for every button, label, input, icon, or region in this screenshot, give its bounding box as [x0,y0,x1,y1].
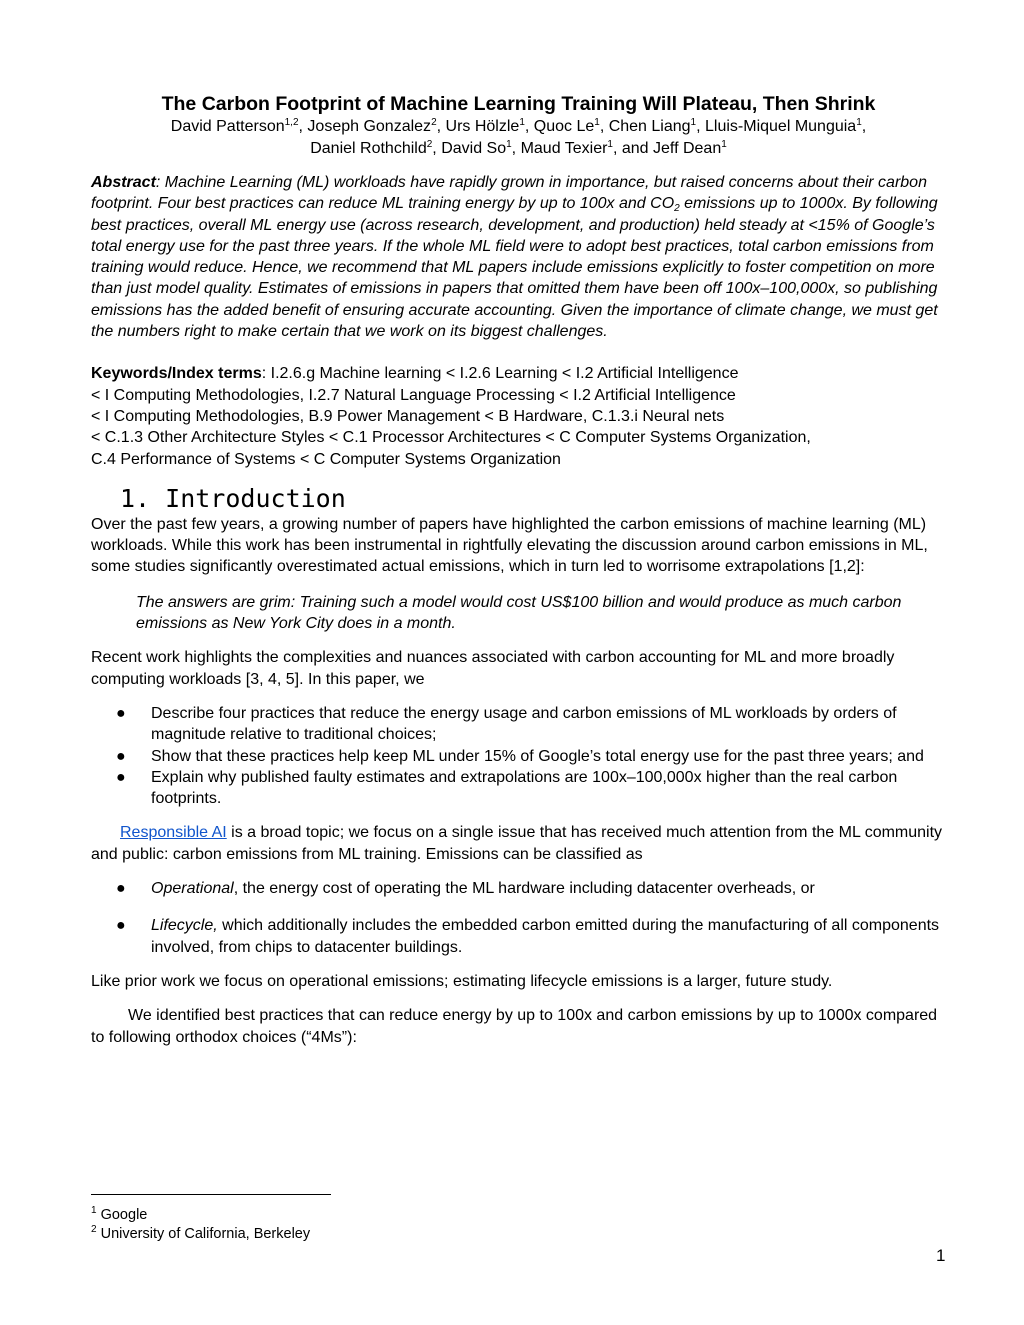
affiliation-mark: 1,2 [284,117,299,128]
bullet-icon: ● [116,747,126,765]
list-item [91,915,946,958]
paper-page [91,92,946,1048]
list-item-text: Show that these practices help keep ML under 15% of Google’s total energy use for the past three years; and [151,747,924,765]
separator: , [524,118,534,135]
list-item-text: Describe four practices that reduce the energy usage and carbon emissions of ML workloads by orders of magnitude relative to traditional choices; [151,704,897,744]
section-heading: 1. Introduction [120,483,346,513]
abstract-text: : Machine Learning (ML) workloads have rapidly grown in importance, but raised concerns about their carbon footprint. Four best practices can reduce ML training energy by up to 100x and CO [91,174,927,213]
affiliation-mark: 1 [690,117,697,128]
intro-paragraph-5: We identified best practices that can reduce energy by up to 100x and carbon emissions by up to 1000x compared to following orthodox choices (“4Ms”): [91,1007,938,1046]
separator: , [612,140,622,157]
author-name: Quoc Le [533,118,595,135]
list-item-text: which additionally includes the embedded carbon emitted during the manufacturing of all components involved, from chips to datacenter buildings. [151,917,940,956]
author-name: David So [441,140,507,157]
abstract-label: Abstract [91,174,156,191]
keywords-line: C.4 Performance of Systems < C Computer Systems Organization [91,450,561,468]
affiliation-mark: 1 [594,117,600,128]
footnote [91,1225,310,1244]
list-item [91,746,946,767]
list-item-text: Explain why published faulty estimates and extrapolations are 100x–100,000x higher than the real carbon footprints. [151,768,898,808]
list-item-text: , the energy cost of operating the ML hardware including datacenter overheads, or [233,880,815,898]
contribution-list [91,703,946,809]
intro-paragraph-3 [91,822,946,865]
keywords-label: Keywords/Index terms [91,365,262,383]
list-item [91,703,946,746]
intro-paragraph-4: Like prior work we focus on operational emissions; estimating lifecycle emissions is a larger, future study. [91,972,833,990]
term: Lifecycle, [151,917,218,935]
author-name: Chen Liang [608,118,691,135]
keywords-line: < I Computing Methodologies, I.2.7 Natural Language Processing < I.2 Artificial Intelligence [91,386,736,404]
list-item [91,878,946,899]
abstract [91,172,946,342]
keywords-line: : I.2.6.g Machine learning < I.2.6 Learning < I.2 Artificial Intelligence [261,365,739,383]
page-number: 1 [936,1246,946,1265]
author-name: Maud Texier [520,140,608,157]
affiliation-mark: 1 [607,139,613,150]
affiliation-mark: 2 [431,117,437,128]
bullet-icon: ● [116,704,126,722]
bullet-icon: ● [116,880,126,898]
term: Operational [151,880,234,898]
separator: , [436,118,446,135]
paper-title: The Carbon Footprint of Machine Learning Training Will Plateau, Then Shrink [161,93,876,115]
responsible-ai-link[interactable]: Responsible AI [120,824,227,842]
co2-subscript: 2 [674,203,680,215]
author-name: and Jeff Dean [621,140,722,157]
footnote-number: 2 [91,1224,97,1235]
keywords-line: < I Computing Methodologies, B.9 Power Management < B Hardware, C.1.3.i Neural nets [91,407,725,425]
keywords-line: < C.1.3 Other Architecture Styles < C.1 Processor Architectures < C Computer Systems Organization, [91,429,811,447]
author-name: Lluis-Miquel Munguia [705,118,857,135]
bullet-icon: ● [116,917,126,935]
affiliation-mark: 1 [519,117,525,128]
footnote-text: University of California, Berkeley [100,1226,311,1242]
affiliation-mark: 1 [506,139,512,150]
bullet-icon: ● [116,768,126,786]
separator: , [696,118,705,135]
author-name: Urs Hölzle [445,118,520,135]
separator: , [432,140,442,157]
separator: , [861,118,867,135]
intro-paragraph-1: Over the past few years, a growing number of papers have highlighted the carbon emissions of machine learning (ML) workloads. While this work has been instrumental in rightfully elevating the discussion around carbon emissions in ML, some studies significantly overestimated actual emissions, which in turn led to worrisome extrapolations [1,2]: [91,515,928,576]
footnotes [91,1206,310,1244]
author-name: Joseph Gonzalez [307,118,432,135]
footnote [91,1206,310,1225]
block-quote: The answers are grim: Training such a model would cost US$100 billion and would produce as much carbon emissions as New York City does in a month. [136,593,902,633]
author-name: Daniel Rothchild [310,140,427,157]
abstract-text: emissions up to 1000x. By following best practices, overall ML energy use (across research, development, and production) held steady at <15% of Google’s total energy use for the past three years. If the whole ML field were to adopt best practices, total carbon emissions from training would reduce. Hence, we recommend that ML papers include emissions explicitly to foster competition on more than just model quality. Estimates of emissions in papers that omitted them have been off 100x–100,000x, so publishing emissions has the added benefit of ensuring accurate accounting. Given the importance of climate change, we must get the numbers right to make certain that we work on its biggest challenges. [91,195,938,341]
separator: , [511,140,521,157]
author-line-2 [91,138,946,160]
affiliation-mark: 1 [856,117,862,128]
footnote-number: 1 [91,1205,97,1216]
affiliation-mark: 2 [426,139,433,150]
intro-paragraph-2: Recent work highlights the complexities and nuances associated with carbon accounting for ML and more broadly computing workloads [3, 4, 5]. In this paper, we [91,649,895,688]
list-item [91,767,946,810]
author-line-1 [91,116,946,138]
separator: , [599,118,609,135]
footnote-divider [91,1194,331,1195]
footnote-text: Google [100,1207,148,1223]
affiliation-mark: 1 [721,139,727,150]
paragraph-text: is a broad topic; we focus on a single issue that has received much attention from the ML community and public: carbon emissions from ML training. Emissions can be classified as [91,824,943,863]
author-name: David Patterson [170,118,285,135]
keywords [91,363,946,469]
emissions-type-list [91,878,946,958]
separator: , [298,118,308,135]
